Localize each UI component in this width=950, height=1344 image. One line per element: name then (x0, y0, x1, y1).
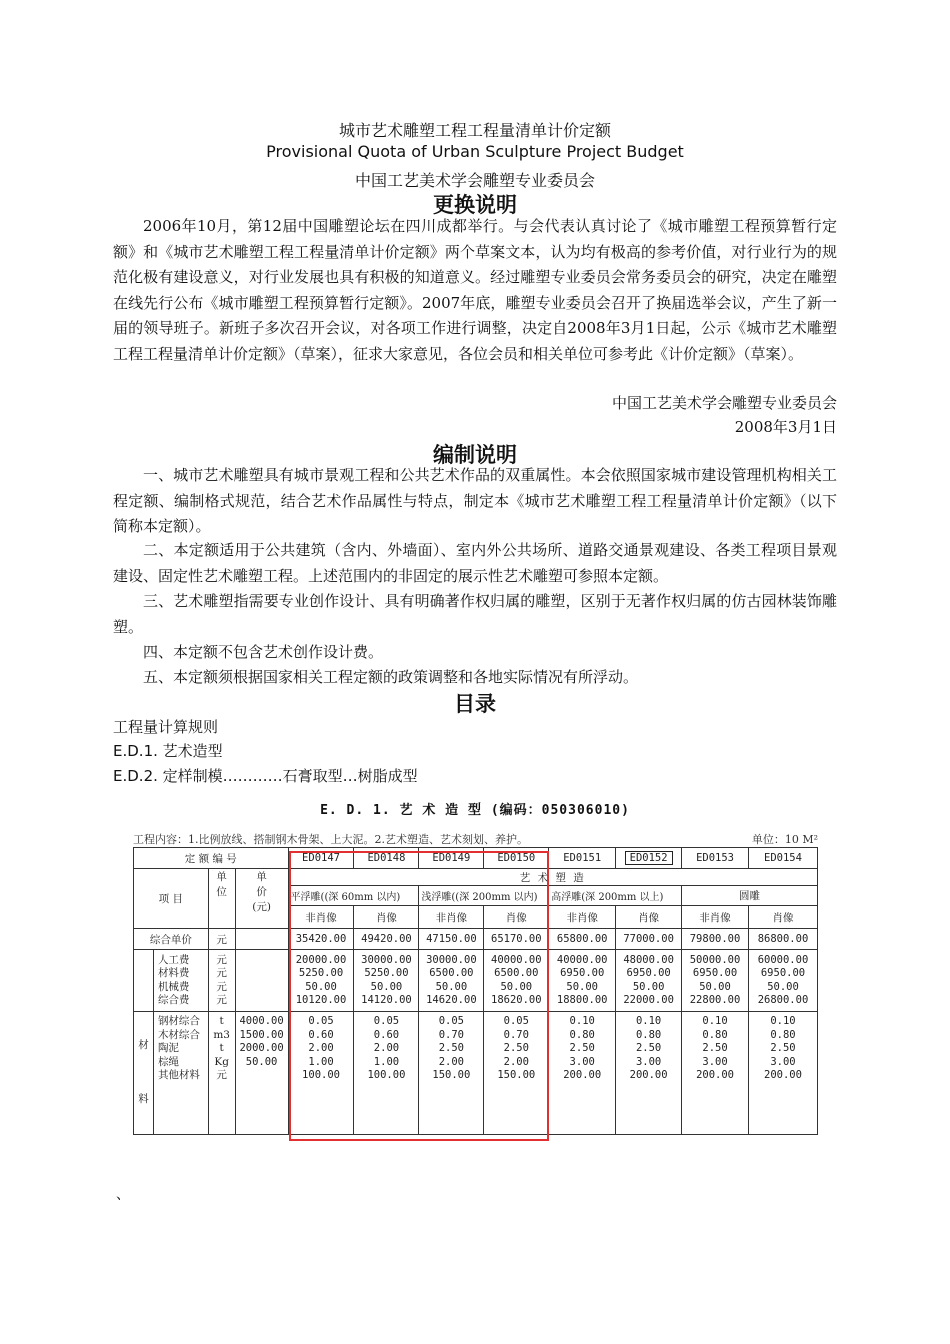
material-price: 2000.00 (239, 1042, 284, 1054)
material-value: 0.80 (702, 1028, 728, 1041)
cost-value: 30000.00 (361, 953, 412, 966)
cost-value: 50.00 (435, 980, 468, 993)
material-label: 其他材料 (157, 1069, 200, 1081)
material-units (208, 1012, 235, 1135)
section-heading-contents: 目录 (454, 691, 496, 716)
cost-value: 30000.00 (426, 953, 477, 966)
cost-values (549, 950, 616, 1012)
cost-value: 22800.00 (689, 994, 741, 1006)
material-value: 1.00 (308, 1055, 334, 1068)
cost-values (682, 950, 749, 1012)
cost-value: 14120.00 (361, 994, 412, 1006)
cost-value: 50.00 (500, 980, 533, 993)
material-value: 2.00 (308, 1042, 334, 1054)
compilation-item-2: 二、本定额适用于公共建筑（含内、外墙面）、室内外公共场所、道路交通景观建设、各类工程项目景观建设、固定性艺术雕塑工程。上述范围内的非固定的展示性艺术雕塑可参照本定额。 (113, 541, 837, 585)
subheader-portrait: 肖像 (354, 906, 419, 929)
quota-code: ED0150 (484, 848, 549, 869)
compilation-item-1: 一、城市艺术雕塑具有城市景观工程和公共艺术作品的双重属性。本会依照国家城市建设管理机构相关工程定额、编制格式规范，结合艺术作品属性与特点，制定本《城市艺术雕塑工程工程量清单计价定额》（以下简称本定额）。 (113, 466, 837, 535)
work-content: 工程内容：1.比例放线、搭制钢木骨架、上大泥。2.艺术塑造、艺术刻划、养护。 (133, 833, 528, 846)
material-value: 1.00 (373, 1055, 400, 1068)
cost-value: 6950.00 (626, 967, 671, 979)
cost-value: 50000.00 (689, 953, 741, 966)
material-value: 0.80 (569, 1028, 595, 1041)
material-value: 2.00 (373, 1042, 400, 1054)
material-value: 3.00 (569, 1055, 595, 1068)
material-unit: m3 (213, 1028, 230, 1041)
material-value: 2.50 (702, 1042, 728, 1054)
total-price: 86800.00 (748, 929, 817, 950)
material-price: 1500.00 (239, 1028, 284, 1041)
header-unit: 单 位 (208, 869, 235, 929)
material-value: 2.50 (503, 1042, 529, 1054)
cost-value: 50.00 (632, 980, 665, 993)
compilation-item-3: 三、艺术雕塑指需要专业创作设计、具有明确著作权归属的雕塑，区别于无著作权归属的仿古园林装饰雕塑。 (113, 592, 837, 636)
cost-unit: 元 (216, 953, 227, 966)
cost-value: 40000.00 (491, 953, 542, 966)
material-value: 0.05 (373, 1015, 400, 1027)
toc-item: E.D.1. 艺术造型 (113, 742, 223, 760)
signature-date: 2008年3月1日 (734, 418, 837, 436)
cost-labels (153, 950, 208, 1012)
group-shallow-relief: 浅浮雕((深 200mm 以内) (419, 886, 549, 906)
material-prices (235, 1012, 288, 1135)
material-value: 200.00 (563, 1069, 602, 1081)
material-value: 100.00 (367, 1069, 406, 1081)
cost-value: 50.00 (566, 980, 598, 993)
quota-code (616, 848, 682, 869)
material-label: 木材综合 (157, 1028, 200, 1041)
cost-value: 6950.00 (760, 967, 806, 979)
material-value: 0.10 (702, 1015, 728, 1027)
material-values (549, 1012, 616, 1135)
cost-value: 18800.00 (556, 994, 608, 1006)
cost-value: 6950.00 (692, 967, 738, 979)
material-label: 钢材综合 (157, 1015, 200, 1027)
cost-label: 材料费 (157, 967, 190, 979)
cost-values (616, 950, 682, 1012)
section-heading-change-notes: 更换说明 (433, 192, 517, 217)
quota-code: ED0148 (354, 848, 419, 869)
material-unit: t (219, 1015, 224, 1027)
material-unit: t (219, 1042, 224, 1054)
cost-value: 20000.00 (295, 953, 347, 966)
table-title: E. D. 1. 艺 术 造 型 (编码：050306010) (320, 803, 630, 818)
material-value: 0.05 (308, 1015, 334, 1027)
cost-value: 40000.00 (556, 953, 608, 966)
material-value: 0.10 (569, 1015, 595, 1027)
cost-value: 50.00 (767, 980, 799, 993)
cost-value: 50.00 (305, 980, 337, 993)
total-price: 77000.00 (616, 929, 682, 950)
material-value: 0.05 (503, 1015, 529, 1027)
highlight-box (289, 851, 549, 1141)
cost-value: 26800.00 (757, 994, 809, 1006)
material-value: 2.50 (770, 1042, 796, 1054)
total-price: 79800.00 (682, 929, 749, 950)
cost-value: 5250.00 (364, 967, 409, 979)
total-price: 65170.00 (484, 929, 549, 950)
header-item: 项 目 (134, 869, 209, 929)
material-labels (153, 1012, 208, 1135)
cost-value: 50.00 (370, 980, 403, 993)
cost-values (748, 950, 817, 1012)
total-label: 综合单价 (134, 929, 209, 950)
material-value: 0.60 (373, 1028, 400, 1041)
compilation-item-5: 五、本定额须根据国家相关工程定额的政策调整和各地实际情况有所浮动。 (143, 668, 639, 686)
total-price: 47150.00 (419, 929, 484, 950)
cost-label: 人工费 (157, 953, 190, 966)
material-value: 2.50 (438, 1042, 465, 1054)
material-price: 50.00 (245, 1055, 278, 1068)
section-heading-compilation-notes: 编制说明 (433, 442, 517, 467)
material-value: 2.50 (569, 1042, 595, 1054)
material-value: 0.70 (438, 1028, 465, 1041)
material-value: 0.60 (308, 1028, 334, 1041)
material-value: 200.00 (629, 1069, 668, 1081)
header-price: 单 价 (元) (235, 869, 288, 929)
unit-label: 单位：10 M² (751, 833, 818, 846)
group-round-sculpture: 圆雕 (682, 886, 818, 906)
material-value: 150.00 (497, 1069, 536, 1081)
material-value: 0.80 (770, 1028, 796, 1041)
subheader-portrait: 肖像 (616, 906, 682, 929)
subheader-portrait: 肖像 (484, 906, 549, 929)
cost-unit: 元 (216, 967, 227, 979)
material-value: 3.00 (702, 1055, 728, 1068)
material-label: 棕绳 (157, 1055, 179, 1068)
change-notes-paragraph: 2006年10月，第12届中国雕塑论坛在四川成都举行。与会代表认真讨论了《城市雕塑工程预算暂行定额》和《城市艺术雕塑工程工程量清单计价定额》两个草案文本，认为均有极高的参考价值，对行业行为的规范化极有建设意义，对行业发展也具有积极的知道意义。经过雕塑专业委员会常务委员会的研究，决定在雕塑在线先行公布《城市雕塑工程预算暂行定额》。2007年底，雕塑专业委员会召开了换届选举会议，产生了新一届的领导班子。新班子多次召开会议，对各项工作进行调整，决定自2008年3月1日起，公示《城市艺术雕塑工程工程量清单计价定额》（草案），征求大家意见，各位会员和相关单位可参考此《计价定额》（草案）。 (113, 217, 837, 363)
material-price (238, 1069, 286, 1083)
cost-value: 18620.00 (491, 994, 542, 1006)
quota-code-boxed: ED0152 (625, 851, 673, 865)
cost-value: 14620.00 (426, 994, 477, 1006)
material-value: 2.50 (635, 1042, 662, 1054)
signature-org: 中国工艺美术学会雕塑专业委员会 (611, 394, 837, 412)
material-value: 3.00 (770, 1055, 796, 1068)
material-unit: Kg (214, 1055, 229, 1068)
doc-title-cn: 城市艺术雕塑工程工程量清单计价定额 (338, 121, 611, 140)
material-value: 2.00 (438, 1055, 465, 1068)
cost-value: 5250.00 (298, 967, 344, 979)
material-value: 200.00 (696, 1069, 734, 1081)
cost-value: 10120.00 (295, 994, 347, 1006)
total-price: 65800.00 (549, 929, 616, 950)
compilation-item-4: 四、本定额不包含艺术创作设计费。 (143, 643, 384, 661)
doc-title-en: Provisional Quota of Urban Sculpture Project Budget (266, 142, 684, 161)
total-price: 49420.00 (354, 929, 419, 950)
total-unit: 元 (208, 929, 235, 950)
header-code-label: 定 额 编 号 (134, 848, 289, 869)
header-art-shaping: 艺 术 塑 造 (288, 869, 817, 886)
subheader-non-portrait: 非肖像 (288, 906, 354, 929)
subheader-non-portrait: 非肖像 (682, 906, 749, 929)
material-value: 0.10 (635, 1015, 662, 1027)
material-unit: 元 (216, 1069, 227, 1081)
material-value: 200.00 (764, 1069, 802, 1081)
material-value: 0.70 (503, 1028, 529, 1041)
trailing-mark: 、 (116, 1187, 130, 1203)
material-values (682, 1012, 749, 1135)
material-values (748, 1012, 817, 1135)
subheader-non-portrait: 非肖像 (419, 906, 484, 929)
material-value: 2.00 (503, 1055, 529, 1068)
quota-code: ED0149 (419, 848, 484, 869)
subheader-non-portrait: 非肖像 (549, 906, 616, 929)
material-value: 0.05 (438, 1015, 465, 1027)
cost-unit: 元 (216, 980, 227, 993)
group-flat-relief: 平浮雕((深 60mm 以内) (288, 886, 419, 906)
quota-code: ED0154 (748, 848, 817, 869)
material-value: 0.80 (635, 1028, 662, 1041)
group-high-relief: 高浮雕(深 200mm 以上) (549, 886, 682, 906)
quota-code: ED0151 (549, 848, 616, 869)
quota-code: ED0153 (682, 848, 749, 869)
materials-side-label: 材 料 (134, 1012, 154, 1135)
material-label: 陶泥 (157, 1042, 179, 1054)
cost-value: 6950.00 (560, 967, 605, 979)
cost-value: 60000.00 (757, 953, 809, 966)
material-values (616, 1012, 682, 1135)
toc-item: 工程量计算规则 (113, 718, 219, 736)
cost-units (208, 950, 235, 1012)
doc-org: 中国工艺美术学会雕塑专业委员会 (354, 171, 595, 190)
cost-label: 机械费 (157, 980, 190, 993)
subheader-portrait: 肖像 (748, 906, 817, 929)
material-value: 100.00 (302, 1069, 340, 1081)
cost-value: 6500.00 (429, 967, 474, 979)
cost-value: 50.00 (699, 980, 731, 993)
material-value: 0.10 (770, 1015, 796, 1027)
toc-item: E.D.2. 定样制模…………石膏取型…树脂成型 (113, 767, 418, 785)
quota-code: ED0147 (288, 848, 354, 869)
material-value: 150.00 (432, 1069, 471, 1081)
cost-value: 22000.00 (623, 994, 674, 1006)
material-value: 3.00 (635, 1055, 662, 1068)
cost-value: 6500.00 (494, 967, 539, 979)
cost-unit: 元 (216, 994, 227, 1006)
cost-label: 综合费 (157, 994, 190, 1006)
total-price: 35420.00 (288, 929, 354, 950)
material-price: 4000.00 (239, 1015, 284, 1027)
cost-value: 48000.00 (623, 953, 674, 966)
